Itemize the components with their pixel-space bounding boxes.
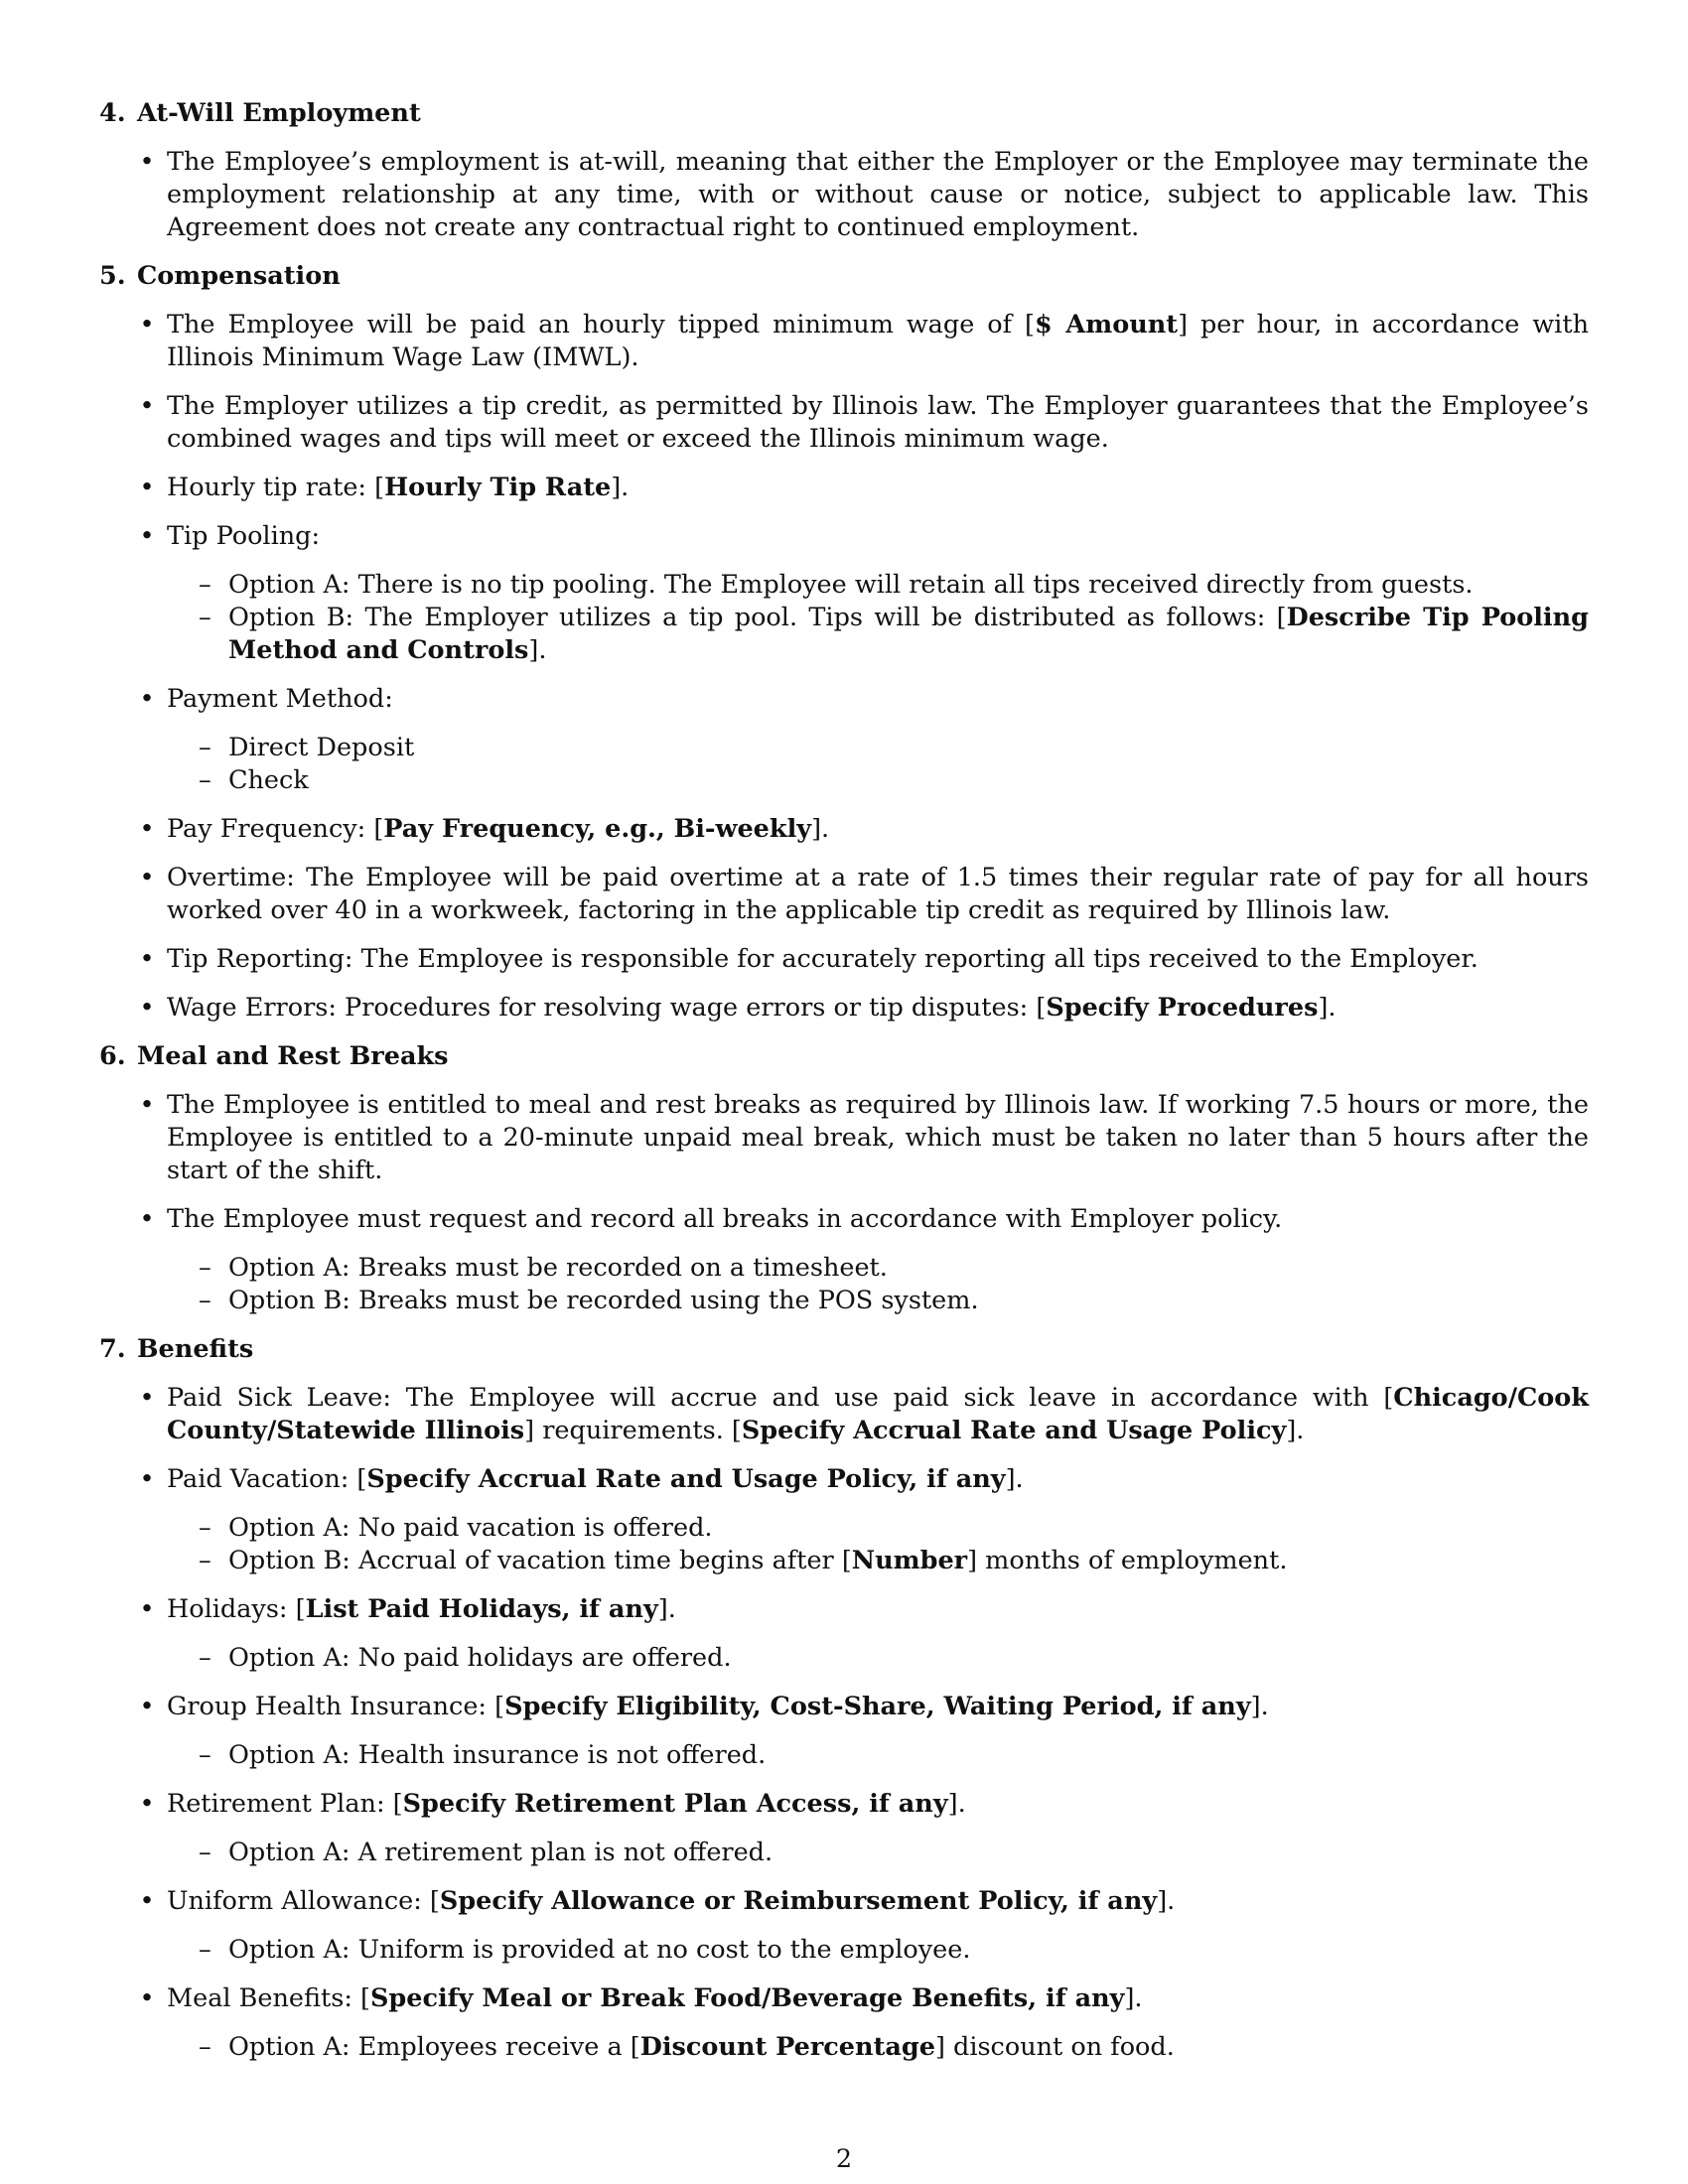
sub-item (199, 1934, 1589, 1967)
bullet-marker: • (139, 1692, 155, 1721)
item-text: The Employee’s employment is at-will, meaning that either the Employer or the Employee may terminate the employment relationship at any time, with or without cause or notice, subject to applicable law. This Agreement does not create any contractual right to continued employment. (167, 147, 1589, 242)
bullet-marker: • (139, 310, 155, 340)
item-text: Option A: There is no tip pooling. The Employee will retain all tips received directly from guests. (228, 570, 1474, 600)
bullet-marker: • (139, 1886, 155, 1916)
sub-item (199, 569, 1589, 602)
dash-marker: – (199, 570, 211, 600)
item-text: The Employer utilizes a tip credit, as permitted by Illinois law. The Employer guarantees that the Employee’s combined wages and tips will meet or exceed the Illinois minimum wage. (167, 391, 1589, 454)
list-item (139, 1382, 1589, 1447)
bullet-marker: • (139, 814, 155, 844)
section-title: Meal and Rest Breaks (137, 1041, 449, 1071)
sub-item (199, 732, 1589, 764)
list-item (139, 1203, 1589, 1317)
dash-marker: – (199, 765, 211, 795)
item-text: Retirement Plan: [ (167, 1789, 403, 1819)
section-title: At-Will Employment (137, 98, 421, 128)
dash-marker: – (199, 1643, 211, 1673)
sub-list (167, 569, 1589, 667)
item-text: ]. (1286, 1416, 1305, 1445)
bullet-list (99, 1089, 1589, 1317)
item-text: Option A: No paid vacation is offered. (228, 1513, 713, 1543)
placeholder-field: List Paid Holidays, if any (305, 1594, 658, 1624)
dash-marker: – (199, 1253, 211, 1283)
item-text: Option A: A retirement plan is not offered. (228, 1838, 774, 1867)
list-item (139, 813, 1589, 846)
bullet-marker: • (139, 391, 155, 421)
section-number: 5. (99, 261, 126, 291)
placeholder-field: Chicago/Cook County/Statewide Illinois (167, 1383, 1589, 1445)
item-text: Wage Errors: Procedures for resolving wage errors or tip disputes: [ (167, 993, 1047, 1023)
section-heading (99, 260, 1589, 293)
item-text: ]. (1005, 1464, 1024, 1494)
list-item (139, 309, 1589, 374)
item-text: The Employee is entitled to meal and rest breaks as required by Illinois law. If working 7.5 hours or more, the Employee is entitled to a 20-minute unpaid meal break, which must be taken no later than 5 hours after the start of the shift. (167, 1090, 1589, 1185)
item-text: Paid Vacation: [ (167, 1464, 367, 1494)
list-item (139, 1885, 1589, 1967)
item-text: Option A: Breaks must be recorded on a timesheet. (228, 1253, 888, 1283)
placeholder-field: $ Amount (1034, 310, 1179, 340)
placeholder-field: Specify Eligibility, Cost-Share, Waiting Period, if any (504, 1692, 1251, 1721)
placeholder-field: Specify Accrual Rate and Usage Policy, if any (366, 1464, 1006, 1494)
item-text: ] discount on food. (934, 2032, 1175, 2062)
section-at-will (99, 97, 1589, 244)
placeholder-field: Specify Allowance or Reimbursement Policy, if any (439, 1886, 1158, 1916)
item-text: The Employee will be paid an hourly tipped minimum wage of [ (167, 310, 1035, 340)
section-compensation (99, 260, 1589, 1024)
list-item (139, 1982, 1589, 2064)
list-item (139, 943, 1589, 976)
sub-item (199, 1642, 1589, 1675)
section-title: Compensation (137, 261, 341, 291)
list-item (139, 862, 1589, 927)
item-text: Option A: Health insurance is not offered. (228, 1740, 767, 1770)
dash-marker: – (199, 1838, 211, 1867)
bullet-marker: • (139, 863, 155, 892)
item-text: The Employee must request and record all breaks in accordance with Employer policy. (167, 1204, 1283, 1234)
bullet-list (99, 146, 1589, 244)
bullet-marker: • (139, 993, 155, 1023)
bullet-list (99, 1382, 1589, 2064)
sub-item (199, 764, 1589, 797)
item-text: Meal Benefits: [ (167, 1983, 370, 2013)
bullet-marker: • (139, 147, 155, 177)
section-meal-rest-breaks (99, 1040, 1589, 1317)
dash-marker: – (199, 1286, 211, 1315)
section-benefits (99, 1333, 1589, 2064)
item-text: ]. (947, 1789, 966, 1819)
list-item (139, 472, 1589, 504)
sub-list (167, 1934, 1589, 1967)
list-item (139, 390, 1589, 456)
placeholder-field: Specify Retirement Plan Access, if any (402, 1789, 948, 1819)
item-text: Option B: Breaks must be recorded using the POS system. (228, 1286, 979, 1315)
item-text: Check (228, 765, 309, 795)
bullet-list (99, 309, 1589, 1024)
section-heading (99, 97, 1589, 130)
placeholder-field: Describe Tip Pooling Method and Controls (228, 603, 1589, 665)
sub-item (199, 2031, 1589, 2064)
bullet-marker: • (139, 1090, 155, 1120)
placeholder-field: Hourly Tip Rate (384, 473, 612, 502)
section-number: 6. (99, 1041, 126, 1071)
sub-list (167, 1837, 1589, 1869)
item-text: Hourly tip rate: [ (167, 473, 385, 502)
placeholder-field: Pay Frequency, e.g., Bi-weekly (383, 814, 812, 844)
list-item (139, 146, 1589, 244)
placeholder-field: Specify Procedures (1046, 993, 1319, 1023)
bullet-marker: • (139, 1983, 155, 2013)
item-text: Tip Pooling: (167, 521, 321, 551)
item-text: Group Health Insurance: [ (167, 1692, 505, 1721)
list-item (139, 1089, 1589, 1187)
bullet-marker: • (139, 1789, 155, 1819)
list-item (139, 1691, 1589, 1772)
sub-item (199, 1739, 1589, 1772)
bullet-marker: • (139, 684, 155, 714)
item-text: Paid Sick Leave: The Employee will accrue and use paid sick leave in accordance with [ (167, 1383, 1394, 1413)
list-item (139, 683, 1589, 797)
bullet-marker: • (139, 944, 155, 974)
dash-marker: – (199, 1513, 211, 1543)
sub-item (199, 1545, 1589, 1577)
item-text: ]. (1157, 1886, 1176, 1916)
item-text: ] months of employment. (967, 1546, 1288, 1575)
list-item (139, 520, 1589, 667)
item-text: ]. (657, 1594, 676, 1624)
dash-marker: – (199, 1740, 211, 1770)
item-text: Option A: Employees receive a [ (228, 2032, 640, 2062)
dash-marker: – (199, 733, 211, 762)
placeholder-field: Specify Meal or Break Food/Beverage Benefits, if any (370, 1983, 1125, 2013)
item-text: ]. (1250, 1692, 1269, 1721)
item-text: Tip Reporting: The Employee is responsible for accurately reporting all tips received to the Employer. (167, 944, 1478, 974)
dash-marker: – (199, 1546, 211, 1575)
item-text: ]. (1318, 993, 1336, 1023)
bullet-marker: • (139, 521, 155, 551)
section-heading (99, 1333, 1589, 1366)
item-text: ] per hour, in accordance with Illinois Minimum Wage Law (IMWL). (167, 310, 1589, 372)
item-text: Option A: Uniform is provided at no cost to the employee. (228, 1935, 971, 1965)
item-text: ]. (811, 814, 830, 844)
sub-list (167, 1512, 1589, 1577)
item-text: Overtime: The Employee will be paid overtime at a rate of 1.5 times their regular rate of pay for all hours worked over 40 in a workweek, factoring in the applicable tip credit as required by Illinois law. (167, 863, 1589, 925)
section-number: 4. (99, 98, 126, 128)
sub-item (199, 1252, 1589, 1285)
sub-item (199, 1837, 1589, 1869)
sub-item (199, 1512, 1589, 1545)
list-item (139, 992, 1589, 1024)
sub-list (167, 732, 1589, 797)
page-number: 2 (835, 2144, 853, 2174)
item-text: Pay Frequency: [ (167, 814, 384, 844)
dash-marker: – (199, 1935, 211, 1965)
bullet-marker: • (139, 1204, 155, 1234)
list-item (139, 1788, 1589, 1869)
item-text: Direct Deposit (228, 733, 415, 762)
placeholder-field: Specify Accrual Rate and Usage Policy (741, 1416, 1287, 1445)
bullet-marker: • (139, 473, 155, 502)
section-heading (99, 1040, 1589, 1073)
item-text: ]. (611, 473, 630, 502)
sub-item (199, 1285, 1589, 1317)
bullet-marker: • (139, 1464, 155, 1494)
item-text: ]. (1124, 1983, 1143, 2013)
item-text: ] requirements. [ (524, 1416, 742, 1445)
placeholder-field: Discount Percentage (639, 2032, 935, 2062)
document-body (99, 97, 1589, 2080)
item-text: ]. (528, 635, 547, 665)
item-text: Option B: The Employer utilizes a tip pool. Tips will be distributed as follows: [ (228, 603, 1287, 632)
list-item (139, 1463, 1589, 1577)
item-text: Option A: No paid holidays are offered. (228, 1643, 732, 1673)
bullet-marker: • (139, 1383, 155, 1413)
bullet-marker: • (139, 1594, 155, 1624)
placeholder-field: Number (851, 1546, 968, 1575)
sub-list (167, 2031, 1589, 2064)
dash-marker: – (199, 603, 211, 632)
sub-list (167, 1252, 1589, 1317)
sub-item (199, 602, 1589, 667)
list-item (139, 1593, 1589, 1675)
section-number: 7. (99, 1334, 126, 1364)
item-text: Uniform Allowance: [ (167, 1886, 440, 1916)
item-text: Option B: Accrual of vacation time begins after [ (228, 1546, 852, 1575)
item-text: Holidays: [ (167, 1594, 306, 1624)
dash-marker: – (199, 2032, 211, 2062)
sub-list (167, 1739, 1589, 1772)
section-title: Benefits (137, 1334, 254, 1364)
sub-list (167, 1642, 1589, 1675)
item-text: Payment Method: (167, 684, 393, 714)
